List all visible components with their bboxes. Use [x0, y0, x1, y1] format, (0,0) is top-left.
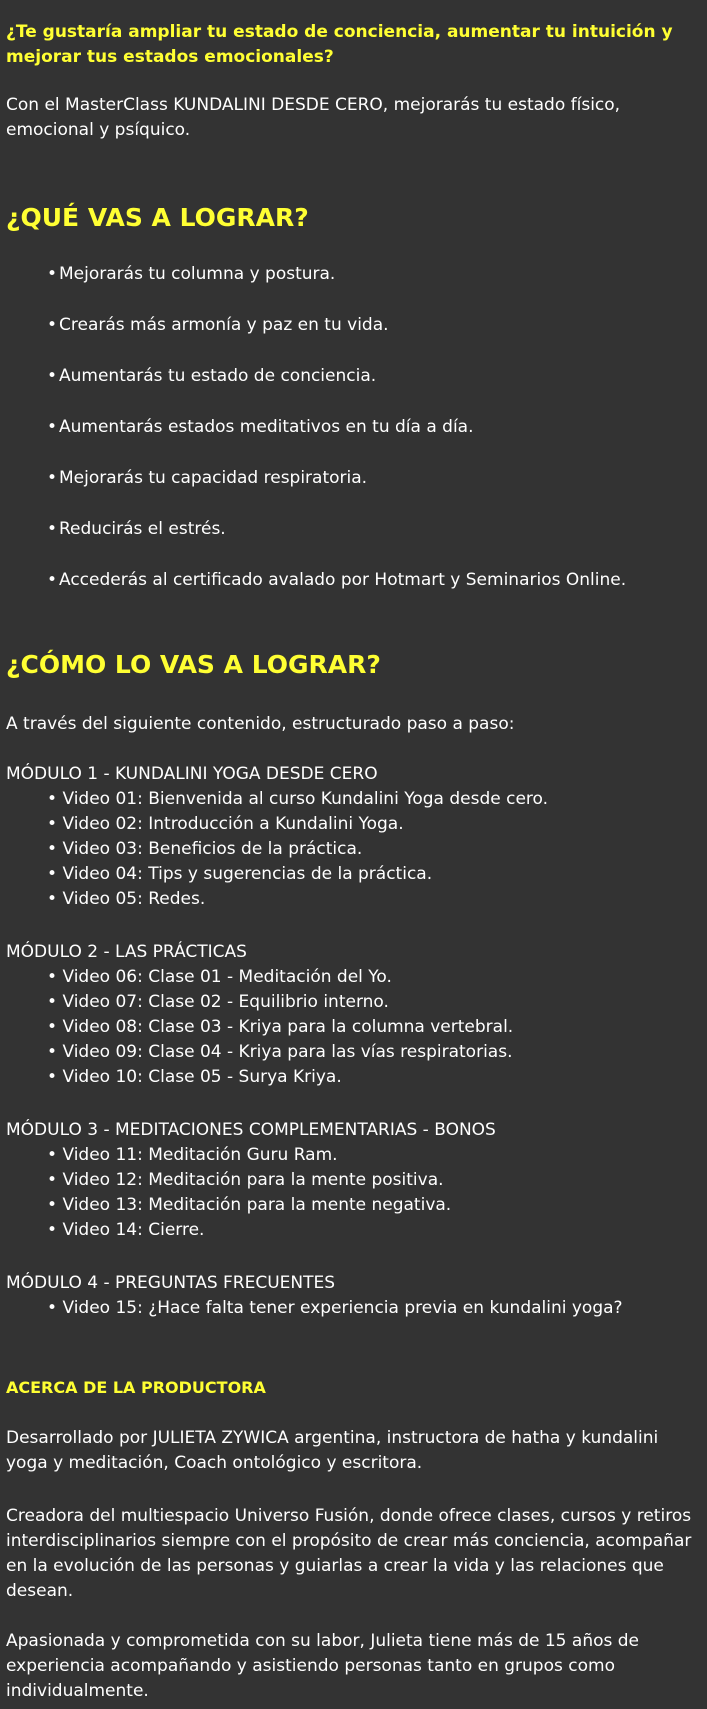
about-paragraph-1: Desarrollado por JULIETA ZYWICA argentina, instructora de hatha y kundalini yoga y meditación, Coach ontológico y escritora. — [6, 1428, 659, 1473]
list-item: • Reducirás el estrés. — [47, 517, 626, 568]
bullet-icon: • — [47, 1195, 58, 1215]
module-title: MÓDULO 4 - PREGUNTAS FRECUENTES — [6, 1273, 336, 1293]
how-heading: ¿CÓMO LO VAS A LOGRAR? — [6, 650, 381, 679]
bullet-icon: • — [47, 814, 58, 834]
bullet-icon: • — [47, 1042, 58, 1062]
list-item: • Crearás más armonía y paz en tu vida. — [47, 313, 626, 364]
bullet-icon: • — [47, 519, 58, 539]
list-item: • Video 03: Beneficios de la práctica. — [47, 839, 363, 859]
list-item: • Video 09: Clase 04 - Kriya para las vías respiratorias. — [47, 1042, 513, 1062]
bullet-icon: • — [47, 864, 58, 884]
list-item: • Video 14: Cierre. — [47, 1220, 205, 1240]
achieve-heading: ¿QUÉ VAS A LOGRAR? — [6, 203, 309, 232]
list-item: • Mejorarás tu columna y postura. — [47, 262, 626, 313]
about-paragraph-2: Creadora del multiespacio Universo Fusión, donde ofrece clases, cursos y retiros interdisciplinarios siempre con el propósito de crear más conciencia, acompañar en la evolución de las personas y guiarlas a crear la vida y las relaciones que desean. — [6, 1506, 692, 1601]
bullet-icon: • — [47, 1170, 58, 1190]
bullet-icon: • — [47, 967, 58, 987]
list-item: • Video 11: Meditación Guru Ram. — [47, 1145, 338, 1165]
achieve-list — [47, 262, 626, 619]
module-2 — [6, 940, 702, 1090]
module-video-list — [6, 787, 702, 912]
list-item: • Video 06: Clase 01 - Meditación del Yo. — [47, 967, 392, 987]
list-item: • Video 02: Introducción a Kundalini Yoga. — [47, 814, 404, 834]
module-video-list — [6, 1296, 702, 1321]
bullet-icon: • — [47, 468, 58, 488]
bullet-icon: • — [47, 366, 58, 386]
bullet-icon: • — [47, 570, 58, 590]
intro-text: Con el MasterClass KUNDALINI DESDE CERO, mejorarás tu estado físico, emocional y psíquico. — [6, 95, 621, 140]
module-1 — [6, 762, 702, 912]
list-item: • Video 13: Meditación para la mente negativa. — [47, 1195, 452, 1215]
list-item: • Video 08: Clase 03 - Kriya para la columna vertebral. — [47, 1017, 514, 1037]
list-item: • Video 10: Clase 05 - Surya Kriya. — [47, 1067, 342, 1087]
bullet-icon: • — [47, 264, 58, 284]
about-paragraph-3: Apasionada y comprometida con su labor, Julieta tiene más de 15 años de experiencia acompañando y asistiendo personas tanto en grupos como individualmente. — [6, 1631, 640, 1701]
bullet-icon: • — [47, 315, 58, 335]
bullet-icon: • — [47, 789, 58, 809]
list-item: • Mejorarás tu capacidad respiratoria. — [47, 466, 626, 517]
list-item: • Aumentarás tu estado de conciencia. — [47, 364, 626, 415]
list-item: • Video 05: Redes. — [47, 889, 206, 909]
bullet-icon: • — [47, 1145, 58, 1165]
module-title: MÓDULO 1 - KUNDALINI YOGA DESDE CERO — [6, 764, 378, 784]
module-video-list — [6, 965, 702, 1090]
list-item: • Video 15: ¿Hace falta tener experiencia previa en kundalini yoga? — [47, 1298, 623, 1318]
module-3 — [6, 1118, 702, 1243]
list-item: • Video 07: Clase 02 - Equilibrio interno. — [47, 992, 389, 1012]
about-heading: ACERCA DE LA PRODUCTORA — [6, 1378, 266, 1397]
bullet-icon: • — [47, 1220, 58, 1240]
bullet-icon: • — [47, 889, 58, 909]
list-item: • Video 12: Meditación para la mente positiva. — [47, 1170, 444, 1190]
bullet-icon: • — [47, 1067, 58, 1087]
how-subtitle: A través del siguiente contenido, estructurado paso a paso: — [6, 714, 515, 734]
bullet-icon: • — [47, 839, 58, 859]
module-video-list — [6, 1143, 702, 1243]
list-item: • Video 01: Bienvenida al curso Kundalini Yoga desde cero. — [47, 789, 549, 809]
bullet-icon: • — [47, 417, 58, 437]
bullet-icon: • — [47, 1017, 58, 1037]
module-title: MÓDULO 3 - MEDITACIONES COMPLEMENTARIAS - BONOS — [6, 1120, 496, 1140]
intro-question: ¿Te gustaría ampliar tu estado de conciencia, aumentar tu intuición y mejorar tus estados emocionales? — [6, 22, 673, 67]
module-title: MÓDULO 2 - LAS PRÁCTICAS — [6, 942, 247, 962]
list-item: • Accederás al certificado avalado por Hotmart y Seminarios Online. — [47, 568, 626, 619]
bullet-icon: • — [47, 1298, 58, 1318]
list-item: • Aumentarás estados meditativos en tu día a día. — [47, 415, 626, 466]
bullet-icon: • — [47, 992, 58, 1012]
list-item: • Video 04: Tips y sugerencias de la práctica. — [47, 864, 433, 884]
module-4 — [6, 1271, 702, 1321]
